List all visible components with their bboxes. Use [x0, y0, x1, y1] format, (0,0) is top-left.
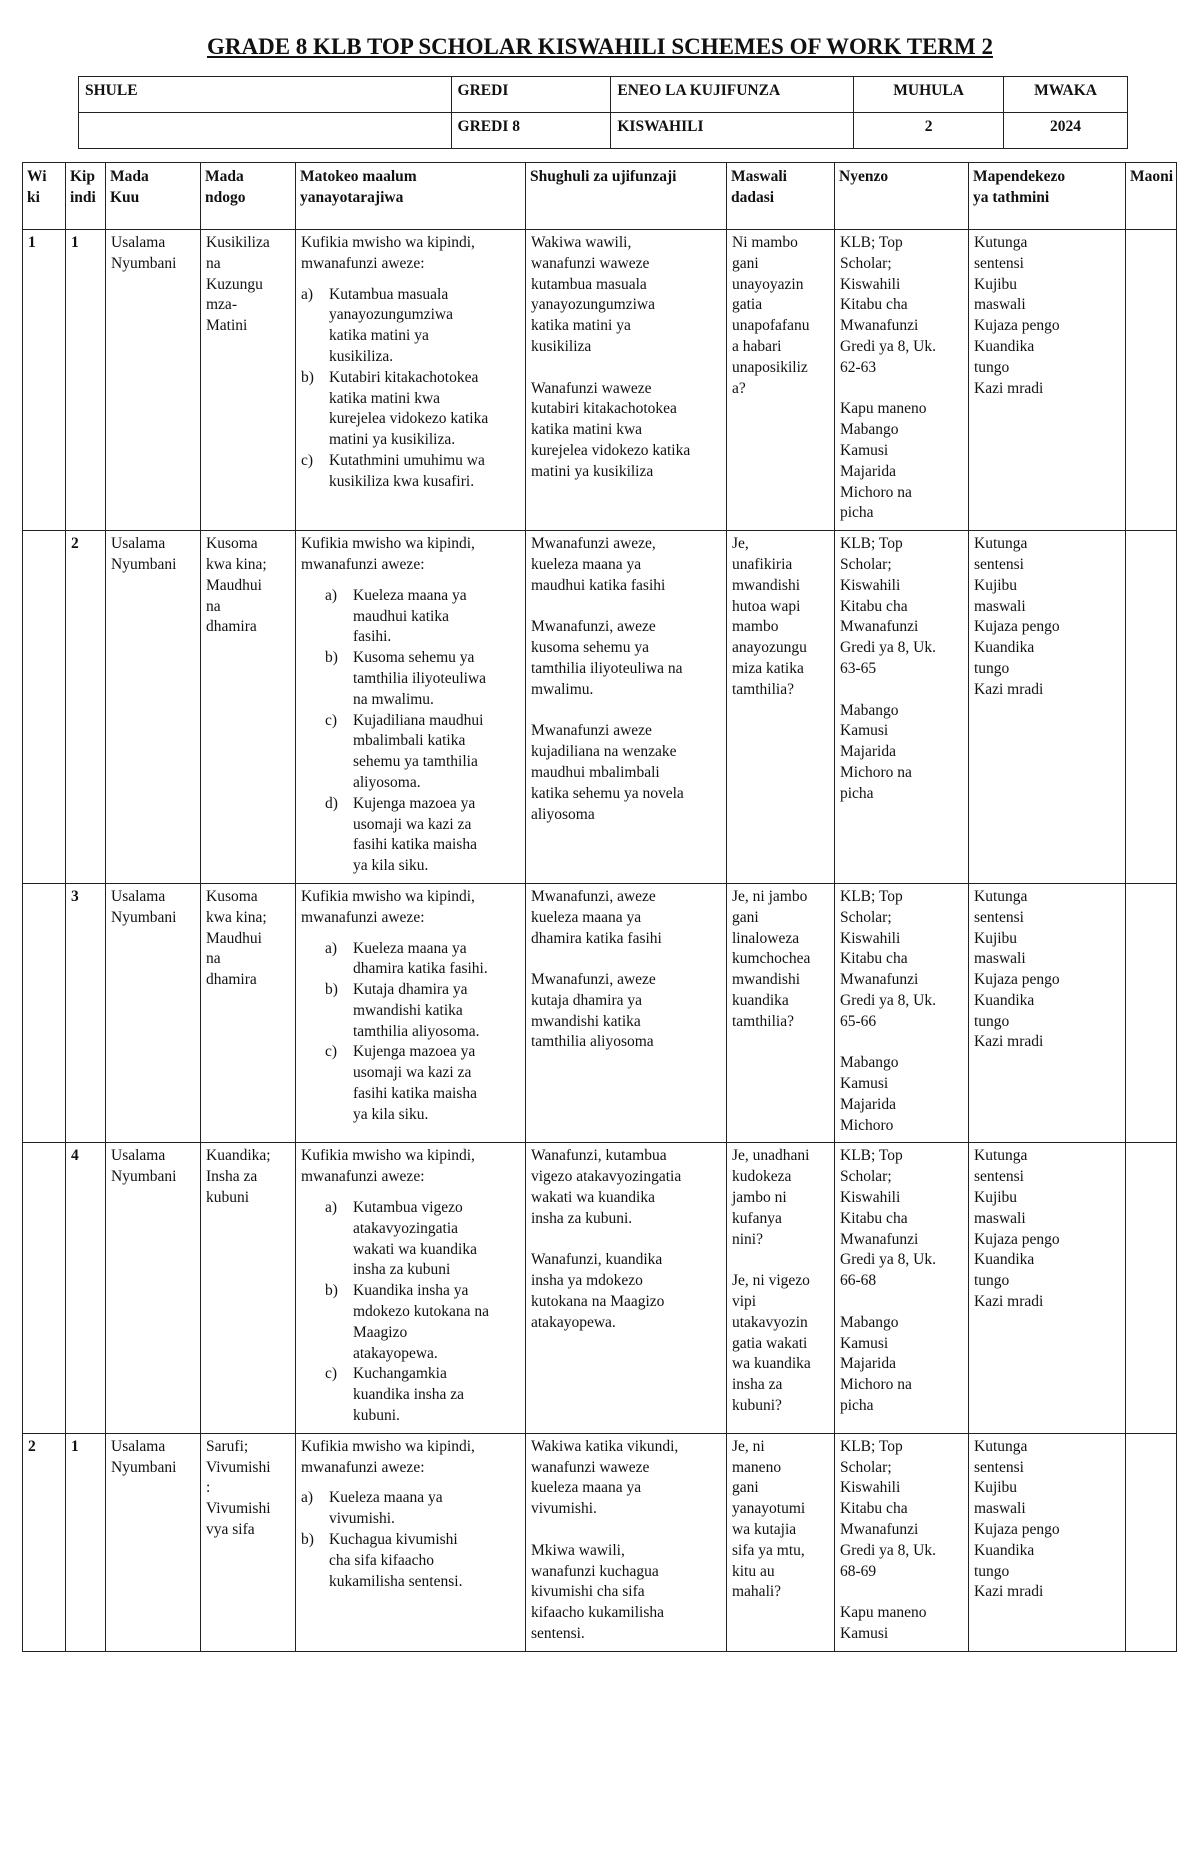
cell-kipindi: 2: [66, 531, 106, 884]
cell-kipindi: 3: [66, 883, 106, 1143]
cell-maswali: Je, ni jambo gani linaloweza kumchochea mwandishi kuandika tamthilia?: [727, 883, 835, 1143]
info-value-mwaka: 2024: [1004, 113, 1128, 149]
matokeo-list: [301, 1488, 520, 1592]
col-shughuli-header: Shughuli za ujifunzaji: [526, 163, 727, 230]
cell-mada-ndogo: Sarufi; Vivumishi : Vivumishi vya sifa: [201, 1433, 296, 1651]
list-item-text: Kutathmini umuhimu wa kusikiliza kwa kusafiri.: [329, 451, 485, 490]
cell-tathmini: Kutunga sentensi Kujibu maswali Kujaza pengo Kuandika tungo Kazi mradi: [969, 230, 1126, 531]
col-tathmini-header: Mapendekezo ya tathmini: [969, 163, 1126, 230]
list-item: [301, 648, 520, 710]
cell-mada-kuu: Usalama Nyumbani: [106, 883, 201, 1143]
cell-kipindi: 4: [66, 1143, 106, 1433]
info-header-mwaka: MWAKA: [1004, 77, 1128, 113]
cell-mada-kuu: Usalama Nyumbani: [106, 531, 201, 884]
info-value-eneo: KISWAHILI: [611, 113, 854, 149]
list-item-text: Kutaja dhamira ya mwandishi katika tamthilia aliyosoma.: [353, 981, 480, 1040]
info-table: [78, 76, 1128, 149]
matokeo-intro: Kufikia mwisho wa kipindi, mwanafunzi aweze:: [301, 234, 475, 272]
list-item: [301, 586, 520, 648]
list-item: [301, 939, 520, 981]
table-row: [23, 883, 1177, 1143]
cell-shughuli: Mwanafunzi, aweze kueleza maana ya dhamira katika fasihi Mwanafunzi, aweze kutaja dhamira ya mwandishi katika tamthilia aliyosoma: [526, 883, 727, 1143]
list-item-text: Kujadiliana maudhui mbalimbali katika sehemu ya tamthilia aliyosoma.: [353, 711, 484, 791]
matokeo-intro: Kufikia mwisho wa kipindi, mwanafunzi aweze:: [301, 1147, 475, 1186]
list-item-label: c): [325, 1043, 338, 1061]
list-item: [301, 1042, 520, 1125]
cell-mada-ndogo: Kusoma kwa kina; Maudhui na dhamira: [201, 531, 296, 884]
table-row: [23, 1143, 1177, 1433]
cell-maswali: Je, ni maneno gani yanayotumi wa kutajia sifa ya mtu, kitu au mahali?: [727, 1433, 835, 1651]
table-row: [23, 531, 1177, 884]
list-item-text: Kuchagua kivumishi cha sifa kifaacho kukamilisha sentensi.: [329, 1531, 463, 1590]
scheme-table-body: [23, 230, 1177, 1652]
cell-matokeo: [296, 1433, 526, 1651]
cell-mada-ndogo: Kusikiliza na Kuzungu mza- Matini: [201, 230, 296, 531]
cell-shughuli: Wanafunzi, kutambua vigezo atakavyozingatia wakati wa kuandika insha za kubuni. Wanafunzi, kuandika insha ya mdokezo kutokana na Maagizo atakayopewa.: [526, 1143, 727, 1433]
list-item: [301, 1530, 520, 1592]
cell-mada-ndogo: Kuandika; Insha za kubuni: [201, 1143, 296, 1433]
cell-kipindi: 1: [66, 1433, 106, 1651]
cell-mada-ndogo: Kusoma kwa kina; Maudhui na dhamira: [201, 883, 296, 1143]
cell-mada-kuu: Usalama Nyumbani: [106, 1433, 201, 1651]
list-item: [301, 451, 520, 493]
info-header-eneo: ENEO LA KUJIFUNZA: [611, 77, 854, 113]
list-item-text: Kutambua vigezo atakavyozingatia wakati wa kuandika insha za kubuni: [353, 1199, 477, 1279]
list-item: [301, 794, 520, 877]
info-header-gredi: GREDI: [451, 77, 611, 113]
list-item: [301, 368, 520, 451]
list-item: [301, 285, 520, 368]
col-maswali-header: Maswali dadasi: [727, 163, 835, 230]
cell-maswali: Ni mambo gani unayoyazin gatia unapofafanu a habari unaposikiliz a?: [727, 230, 835, 531]
info-value-muhula: 2: [854, 113, 1004, 149]
matokeo-list: [301, 939, 520, 1126]
cell-tathmini: Kutunga sentensi Kujibu maswali Kujaza pengo Kuandika tungo Kazi mradi: [969, 1143, 1126, 1433]
cell-mada-kuu: Usalama Nyumbani: [106, 1143, 201, 1433]
list-item: [301, 711, 520, 794]
matokeo-list: [301, 285, 520, 493]
cell-matokeo: [296, 883, 526, 1143]
col-matokeo-header: Matokeo maalum yanayotarajiwa: [296, 163, 526, 230]
list-item-text: Kueleza maana ya dhamira katika fasihi.: [353, 939, 488, 978]
col-wiki-header: Wi ki: [23, 163, 66, 230]
cell-wiki: 2: [23, 1433, 66, 1651]
list-item-text: Kuandika insha ya mdokezo kutokana na Maagizo atakayopewa.: [353, 1282, 490, 1362]
cell-shughuli: Wakiwa wawili, wanafunzi waweze kutambua masuala yanayozungumziwa katika matini ya kusikiliza Wanafunzi waweze kutabiri kitakachotokea katika matini kwa kurejelea vidokezo katika matini ya kusikiliza: [526, 230, 727, 531]
cell-wiki: [23, 1143, 66, 1433]
cell-nyenzo: KLB; Top Scholar; Kiswahili Kitabu cha Mwanafunzi Gredi ya 8, Uk. 65-66 Mabango Kamusi Majarida Michoro: [835, 883, 969, 1143]
list-item-label: b): [325, 1282, 338, 1300]
list-item-text: Kutambua masuala yanayozungumziwa katika matini ya kusikiliza.: [329, 285, 453, 365]
col-mada-ndogo-header: Mada ndogo: [201, 163, 296, 230]
list-item-text: Kutabiri kitakachotokea katika matini kwa kurejelea vidokezo katika matini ya kusikiliza.: [329, 368, 489, 449]
list-item-label: d): [325, 794, 338, 812]
cell-nyenzo: KLB; Top Scholar; Kiswahili Kitabu cha Mwanafunzi Gredi ya 8, Uk. 63-65 Mabango Kamusi Majarida Michoro na picha: [835, 531, 969, 884]
cell-nyenzo: KLB; Top Scholar; Kiswahili Kitabu cha Mwanafunzi Gredi ya 8, Uk. 68-69 Kapu maneno Kamusi: [835, 1433, 969, 1651]
list-item-label: c): [325, 711, 338, 729]
cell-mada-kuu: Usalama Nyumbani: [106, 230, 201, 531]
matokeo-intro: Kufikia mwisho wa kipindi, mwanafunzi aweze:: [301, 1437, 475, 1476]
info-header-row: [79, 77, 1128, 113]
cell-nyenzo: KLB; Top Scholar; Kiswahili Kitabu cha Mwanafunzi Gredi ya 8, Uk. 66-68 Mabango Kamusi Majarida Michoro na picha: [835, 1143, 969, 1433]
list-item-label: a): [325, 939, 338, 957]
matokeo-list: [301, 1198, 520, 1427]
cell-matokeo: [296, 531, 526, 884]
list-item-text: Kueleza maana ya maudhui katika fasihi.: [353, 586, 467, 646]
table-row: [23, 230, 1177, 531]
list-item-text: Kueleza maana ya vivumishi.: [329, 1489, 443, 1528]
list-item-label: a): [325, 1199, 338, 1217]
list-item-label: a): [301, 285, 314, 303]
info-value-row: [79, 113, 1128, 149]
list-item-text: Kujenga mazoea ya usomaji wa kazi za fasihi katika maisha ya kila siku.: [353, 1043, 477, 1123]
info-value-shule: [79, 113, 452, 149]
cell-wiki: 1: [23, 230, 66, 531]
scheme-table: [22, 162, 1177, 1652]
cell-tathmini: Kutunga sentensi Kujibu maswali Kujaza pengo Kuandika tungo Kazi mradi: [969, 531, 1126, 884]
list-item-label: b): [301, 368, 314, 386]
list-item-label: c): [301, 451, 314, 469]
list-item-label: a): [325, 586, 338, 604]
matokeo-intro: Kufikia mwisho wa kipindi, mwanafunzi aweze:: [301, 535, 475, 573]
list-item-text: Kuchangamkia kuandika insha za kubuni.: [353, 1365, 465, 1425]
cell-wiki: [23, 531, 66, 884]
info-header-shule: SHULE: [79, 77, 452, 113]
info-value-gredi: GREDI 8: [451, 113, 611, 149]
list-item: [301, 1281, 520, 1364]
cell-tathmini: Kutunga sentensi Kujibu maswali Kujaza pengo Kuandika tungo Kazi mradi: [969, 1433, 1126, 1651]
col-nyenzo-header: Nyenzo: [835, 163, 969, 230]
info-header-muhula: MUHULA: [854, 77, 1004, 113]
cell-wiki: [23, 883, 66, 1143]
col-maoni-header: Maoni: [1126, 163, 1177, 230]
list-item: [301, 1488, 520, 1530]
list-item-label: b): [301, 1531, 314, 1549]
cell-shughuli: Wakiwa katika vikundi, wanafunzi waweze kueleza maana ya vivumishi. Mkiwa wawili, wanafunzi kuchagua kivumishi cha sifa kifaacho kukamilisha sentensi.: [526, 1433, 727, 1651]
cell-tathmini: Kutunga sentensi Kujibu maswali Kujaza pengo Kuandika tungo Kazi mradi: [969, 883, 1126, 1143]
list-item: [301, 1364, 520, 1426]
cell-matokeo: [296, 1143, 526, 1433]
matokeo-intro: Kufikia mwisho wa kipindi, mwanafunzi aweze:: [301, 887, 475, 926]
table-row: [23, 1433, 1177, 1651]
list-item-label: b): [325, 981, 338, 999]
col-mada-kuu-header: Mada Kuu: [106, 163, 201, 230]
list-item-text: Kusoma sehemu ya tamthilia iliyoteuliwa na mwalimu.: [353, 649, 487, 708]
cell-maoni: [1126, 883, 1177, 1143]
cell-maswali: Je, unafikiria mwandishi hutoa wapi mambo anayozungu miza katika tamthilia?: [727, 531, 835, 884]
page-title: GRADE 8 KLB TOP SCHOLAR KISWAHILI SCHEMES OF WORK TERM 2: [207, 34, 993, 59]
cell-maoni: [1126, 531, 1177, 884]
cell-kipindi: 1: [66, 230, 106, 531]
cell-maoni: [1126, 1433, 1177, 1651]
col-kipindi-header: Kip indi: [66, 163, 106, 230]
cell-maswali: Je, unadhani kudokeza jambo ni kufanya nini? Je, ni vigezo vipi utakavyozin gatia wakati wa kuandika insha za kubuni?: [727, 1143, 835, 1433]
list-item: [301, 980, 520, 1042]
column-header-row: [23, 163, 1177, 230]
cell-maoni: [1126, 1143, 1177, 1433]
cell-matokeo: [296, 230, 526, 531]
list-item-label: a): [301, 1489, 314, 1507]
cell-maoni: [1126, 230, 1177, 531]
list-item-label: b): [325, 649, 338, 667]
list-item-label: c): [325, 1365, 338, 1383]
cell-nyenzo: KLB; Top Scholar; Kiswahili Kitabu cha Mwanafunzi Gredi ya 8, Uk. 62-63 Kapu maneno Mabango Kamusi Majarida Michoro na picha: [835, 230, 969, 531]
list-item-text: Kujenga mazoea ya usomaji wa kazi za fasihi katika maisha ya kila siku.: [353, 794, 477, 875]
cell-shughuli: Mwanafunzi aweze, kueleza maana ya maudhui katika fasihi Mwanafunzi, aweze kusoma sehemu ya tamthilia iliyoteuliwa na mwalimu. Mwanafunzi aweze kujadiliana na wenzake maudhui mbalimbali katika sehemu ya novela aliyosoma: [526, 531, 727, 884]
list-item: [301, 1198, 520, 1281]
matokeo-list: [301, 586, 520, 877]
